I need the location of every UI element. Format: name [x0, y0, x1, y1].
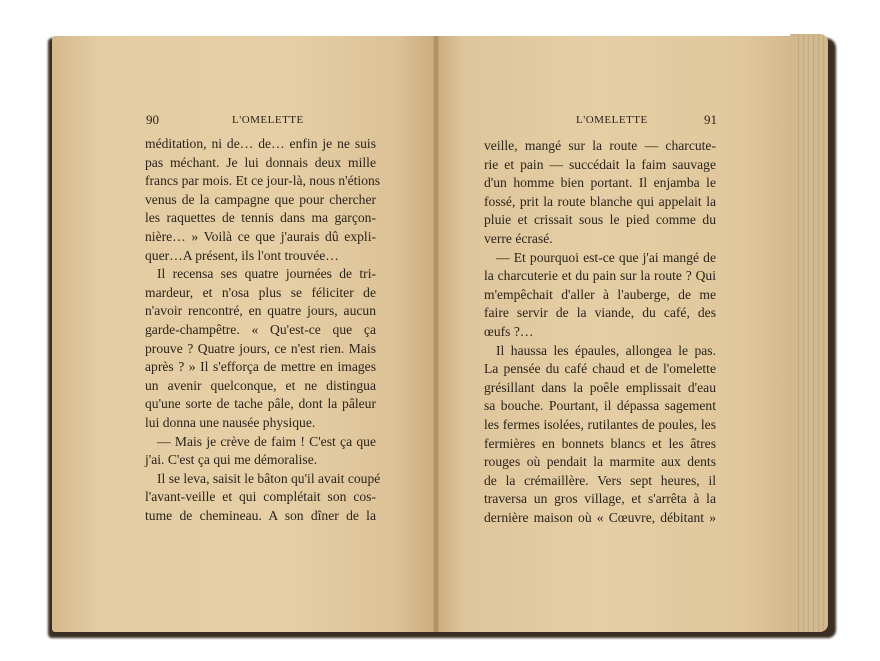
text-line: Il haussa les épaules, allongea le pas.: [496, 342, 716, 358]
text-line: de la crémaillère. Vers sept heures, il: [484, 472, 716, 488]
text-line: dernière maison où « Cœuvre, débitant »: [484, 509, 716, 525]
text-line: Il se leva, saisit le bâton qu'il avait coupé: [157, 470, 381, 486]
text-line: — Et pourquoi est-ce que j'ai mangé de: [496, 249, 716, 265]
text-line: d'un homme bien portant. Il enjamba le: [484, 175, 716, 191]
text-line: pluie et crissait sous le pied comme du: [484, 212, 716, 228]
text-line: garde-champêtre. « Qu'est-ce que ça: [145, 321, 376, 337]
text-line: m'empêchait d'aller à l'auberge, de me: [484, 286, 716, 302]
text-line: l'avant-veille et qui complétait son cos-: [145, 489, 376, 505]
text-line: les raquettes de tennis dans ma garçon-: [145, 210, 376, 226]
text-line: traversa un gros village, et s'arrêta à la: [484, 491, 716, 507]
text-line: fermières en bonnets blancs et les âtres: [484, 435, 716, 451]
text-line: veille, mangé sur la route — charcute-: [484, 138, 716, 153]
text-line: pas méchant. Je lui donnais deux mille: [145, 154, 376, 170]
text-line: lui donna une nausée physique.: [145, 414, 316, 430]
text-line: rie et pain — succédait la faim sauvage: [484, 156, 716, 172]
text-line: œufs ?…: [484, 323, 534, 339]
text-line: méditation, ni de… de… enfin je ne suis: [145, 136, 376, 151]
text-line: faire servir de la viande, du café, des: [484, 305, 716, 321]
text-line: verre écrasé.: [484, 230, 553, 246]
right-running-title: L'OMELETTE: [576, 114, 648, 126]
text-line: francs par mois. Et ce jour-là, nous n'étions: [145, 173, 381, 189]
text-line: sa bouche. Pourtant, il dépassa sagement: [484, 398, 716, 414]
text-line: nière… » Voilà ce que j'aurais dû expli-: [145, 228, 376, 244]
text-line: qu'une sorte de tache pâle, dont la pâleur: [145, 396, 376, 412]
text-line: les fermes isolées, rutilantes de poules, les: [484, 416, 716, 432]
text-line: La pensée du café chaud et de l'omelette: [484, 361, 716, 377]
text-line: — Mais je crève de faim ! C'est ça que: [157, 433, 376, 449]
text-line: grésillant dans la poêle emplissait d'eau: [484, 379, 716, 395]
left-running-title: L'OMELETTE: [232, 114, 304, 126]
text-line: venus de la campagne que pour chercher: [145, 191, 376, 207]
right-page-body: [484, 137, 716, 527]
text-line: prouve ? Quatre jours, ce n'est rien. Mais: [145, 340, 376, 356]
text-line: quer…A présent, ils l'ont trouvée…: [145, 247, 339, 263]
left-page-number: 90: [146, 112, 159, 127]
text-line: fossé, prit la route blanche qui appelait la: [484, 193, 716, 209]
text-line: Il recensa ses quatre journées de tri-: [157, 266, 376, 282]
text-line: tume de chemineau. A son dîner de la: [145, 507, 376, 523]
text-line: un avenir quelconque, et ne distingua: [145, 377, 376, 393]
text-line: rouges où pendait la marmite aux dents: [484, 454, 716, 470]
text-line: j'ai. C'est ça qui me démoralise.: [145, 452, 318, 468]
text-line: la charcuterie et du pain sur la route ? Qui: [484, 268, 716, 284]
left-page-body: [145, 135, 381, 525]
text-line: après ? » Il s'efforça de mettre en images: [145, 359, 376, 375]
book-gutter: [433, 36, 439, 632]
text-line: mardeur, et n'osa plus se féliciter de: [145, 284, 376, 300]
text-line: n'avoir rencontré, en quatre jours, aucun: [145, 303, 376, 319]
right-page-number: 91: [704, 112, 717, 127]
